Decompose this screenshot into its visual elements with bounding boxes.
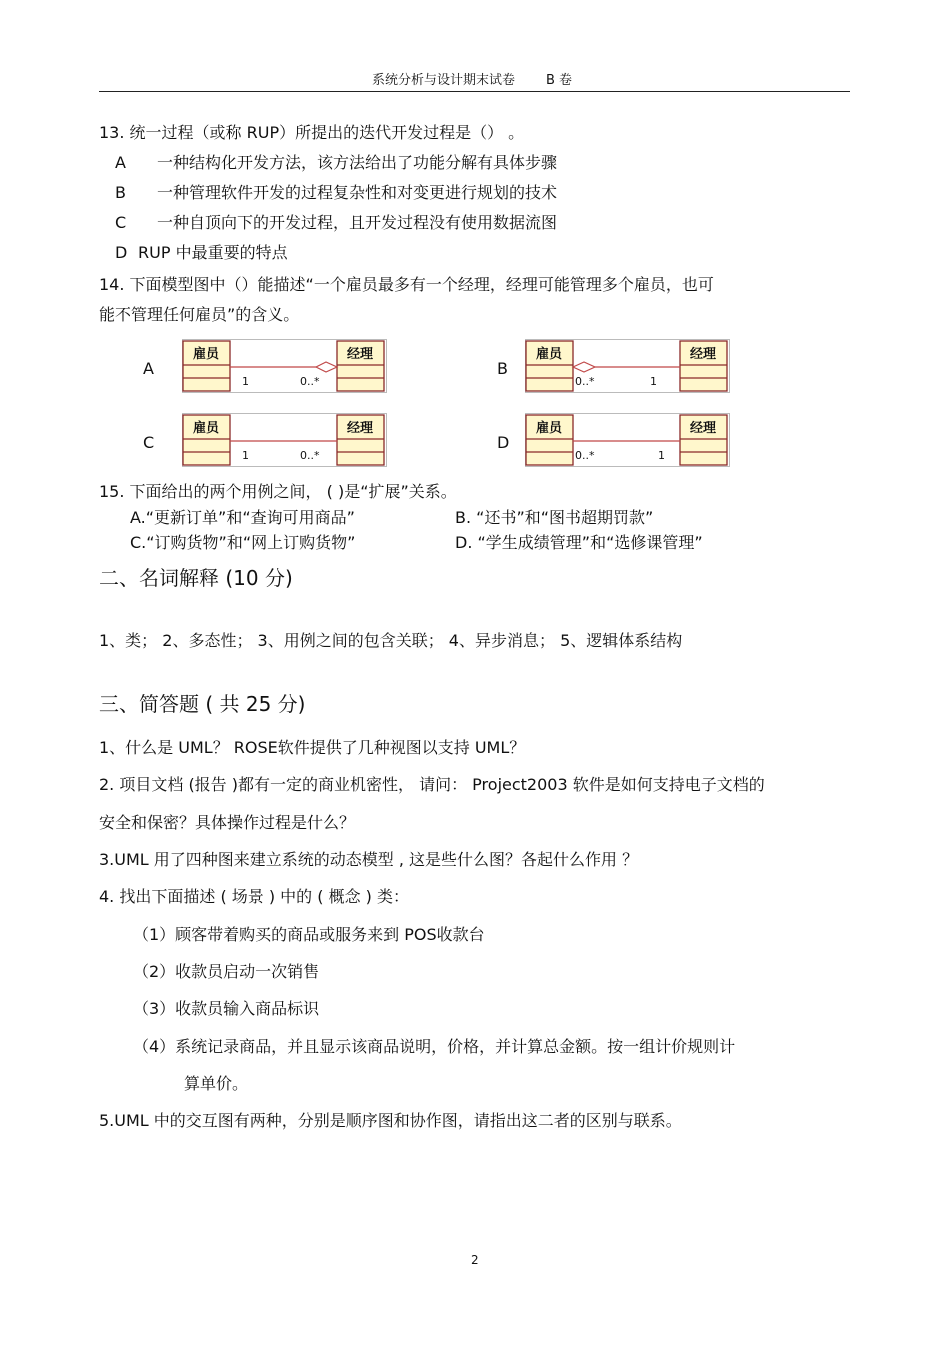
q14-stem-line1: 14. 下面模型图中（）能描述“一个雇员最多有一个经理，经理可能管理多个雇员，也可 — [99, 275, 714, 294]
q13-option-a-text: 一种结构化开发方法，该方法给出了功能分解有具体步骤 — [157, 153, 558, 172]
diagram-c — [182, 413, 387, 467]
section3-q5: 5.UML 中的交互图有两种，分别是顺序图和协作图，请指出这二者的区别与联系。 — [99, 1111, 682, 1130]
section3-q2-line1: 2. 项目文档 (报告 )都有一定的商业机密性， 请问： Project2003 软件是如何支持电子文档的 — [99, 775, 765, 794]
q13-option-c-letter: C — [115, 213, 127, 232]
section3-q4-item-1: （1）顾客带着购买的商品或服务来到 POS收款台 — [133, 925, 485, 944]
diagram-c-letter: C — [143, 433, 155, 452]
q13-option-a-letter: A — [115, 153, 126, 172]
q15-stem: 15. 下面给出的两个用例之间， ( )是“扩展”关系。 — [99, 482, 457, 501]
diagram-a-right-mult: 0..* — [300, 375, 320, 388]
diagram-a-letter: A — [143, 359, 154, 378]
diagram-d-letter: D — [497, 433, 510, 452]
q13-option-d-text: RUP 中最重要的特点 — [138, 243, 288, 262]
diagram-b-left-class: 雇员 — [535, 347, 563, 362]
q13-option-c-text: 一种自顶向下的开发过程，且开发过程没有使用数据流图 — [157, 213, 558, 232]
q15-option-c: C.“订购货物”和“网上订购货物” — [130, 533, 356, 552]
diagram-b-letter: B — [497, 359, 508, 378]
section3-q2-line2: 安全和保密？具体操作过程是什么？ — [99, 813, 356, 832]
diagram-b — [525, 339, 730, 393]
section3-q4: 4. 找出下面描述 ( 场景 ) 中的 ( 概念 ) 类： — [99, 887, 410, 906]
q13-option-b-letter: B — [115, 183, 126, 202]
section2-items: 1、类； 2、多态性； 3、用例之间的包含关联； 4、异步消息； 5、逻辑体系结构 — [99, 631, 683, 650]
section3-q1: 1、什么是 UML？ ROSE软件提供了几种视图以支持 UML？ — [99, 738, 526, 757]
diagram-d-left-class: 雇员 — [535, 421, 563, 436]
page-number: 2 — [471, 1253, 479, 1267]
section3-q4-item-4: （4）系统记录商品，并且显示该商品说明，价格，并计算总金额。按一组计价规则计 — [133, 1037, 736, 1056]
diagram-c-right-class: 经理 — [346, 421, 374, 436]
diagram-c-right-mult: 0..* — [300, 449, 320, 462]
header-rule — [99, 91, 850, 92]
header-paper: B 卷 — [546, 73, 573, 88]
q15-option-d: D. “学生成绩管理”和“选修课管理” — [455, 533, 703, 552]
section3-q3: 3.UML 用了四种图来建立系统的动态模型 , 这是些什么图？各起什么作用 ？ — [99, 850, 639, 869]
q13-option-b-text: 一种管理软件开发的过程复杂性和对变更进行规划的技术 — [157, 183, 558, 202]
diagram-c-left-mult: 1 — [242, 449, 249, 462]
section3-q4-item-3: （3）收款员输入商品标识 — [133, 999, 320, 1018]
diagram-d-left-mult: 0..* — [575, 449, 595, 462]
q13-option-d-letter: D — [115, 243, 128, 262]
diagram-d-right-class: 经理 — [689, 421, 717, 436]
diagram-a-left-class: 雇员 — [192, 347, 220, 362]
q15-option-b: B. “还书”和“图书超期罚款” — [455, 508, 654, 527]
q15-option-a: A.“更新订单”和“查询可用商品” — [130, 508, 355, 527]
section2-title: 二、名词解释 (10 分) — [99, 566, 293, 590]
q14-stem-line2: 能不管理任何雇员”的含义。 — [99, 305, 300, 324]
q13-stem: 13. 统一过程（或称 RUP）所提出的迭代开发过程是（） 。 — [99, 123, 525, 142]
diagram-b-right-class: 经理 — [689, 347, 717, 362]
diagram-d-right-mult: 1 — [658, 449, 665, 462]
section3-q4-item-2: （2）收款员启动一次销售 — [133, 962, 320, 981]
section3-title: 三、简答题 ( 共 25 分) — [99, 692, 306, 716]
diagram-a — [182, 339, 387, 393]
section3-q4-item-4-cont: 算单价。 — [184, 1074, 249, 1093]
diagram-a-left-mult: 1 — [242, 375, 249, 388]
header-title: 系统分析与设计期末试卷 — [372, 73, 516, 88]
diagram-a-right-class: 经理 — [346, 347, 374, 362]
diagram-c-left-class: 雇员 — [192, 421, 220, 436]
diagram-b-left-mult: 0..* — [575, 375, 595, 388]
diagram-b-right-mult: 1 — [650, 375, 657, 388]
diagram-d — [525, 413, 730, 467]
